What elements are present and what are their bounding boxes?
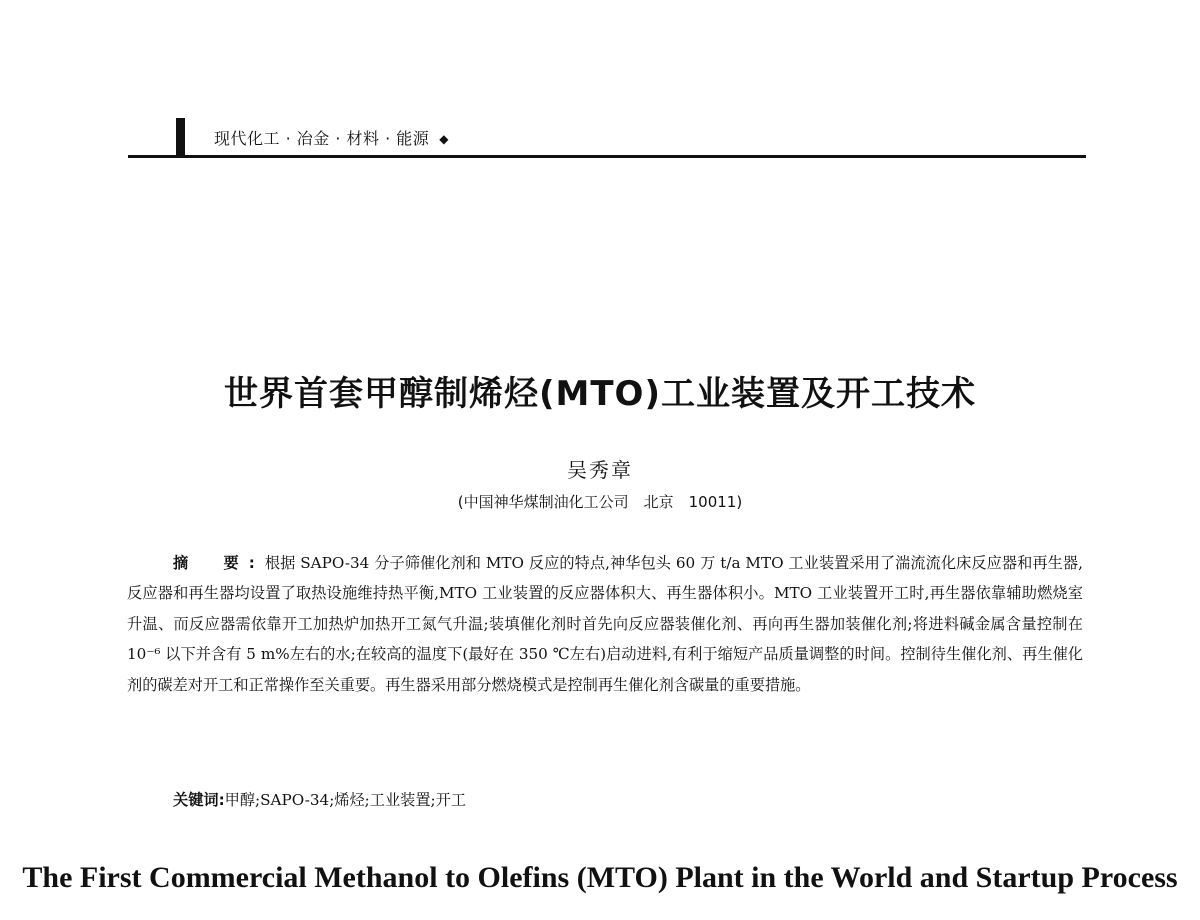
author-name: 吴秀章 (567, 458, 633, 482)
keywords-line (173, 789, 466, 810)
journal-section-text: 现代化工 · 冶金 · 材料 · 能源 (214, 129, 430, 148)
keywords-text: 甲醇;SAPO-34;烯烃;工业装置;开工 (224, 791, 467, 809)
abstract-text: 根据 SAPO-34 分子筛催化剂和 MTO 反应的特点,神华包头 60 万 t/a MTO 工业装置采用了湍流流化床反应器和再生器,反应器和再生器均设置了取热设施维持热平衡,MTO 工业装置的反应器体积大、再生器体积小。MTO 工业装置开工时,再生器依靠辅助燃烧室升温、而反应器需依靠开工加热炉加热开工氮气升温;装填催化剂时首先向反应器装催化剂、再向再生器加装催化剂;将进料碱金属含量控制在 10⁻⁶ 以下并含有 5 m%左右的水;在较高的温度下(最好在 350 ℃左右)启动进料,有利于缩短产品质量调整的时间。控制待生催化剂、再生催化剂的碳差对开工和正常操作至关重要。再生器采用部分燃烧模式是控制再生催化剂含碳量的重要措施。 (127, 554, 1083, 694)
header-rule (128, 155, 1086, 158)
article-title-english: The First Commercial Methanol to Olefins (MTO) Plant in the World and Startup Process (22, 861, 1178, 894)
journal-section-name (214, 126, 449, 149)
article-title-chinese: 世界首套甲醇制烯烃(MTO)工业装置及开工技术 (223, 374, 976, 414)
diamond-icon: ◆ (439, 132, 450, 146)
author-affiliation: (中国神华煤制油化工公司 北京 10011) (457, 493, 743, 511)
abstract-label: 摘 要: (173, 554, 265, 572)
keywords-label: 关键词: (173, 791, 225, 809)
running-header (128, 114, 1086, 158)
header-bar-mark (176, 118, 185, 156)
abstract-paragraph (127, 548, 1083, 700)
